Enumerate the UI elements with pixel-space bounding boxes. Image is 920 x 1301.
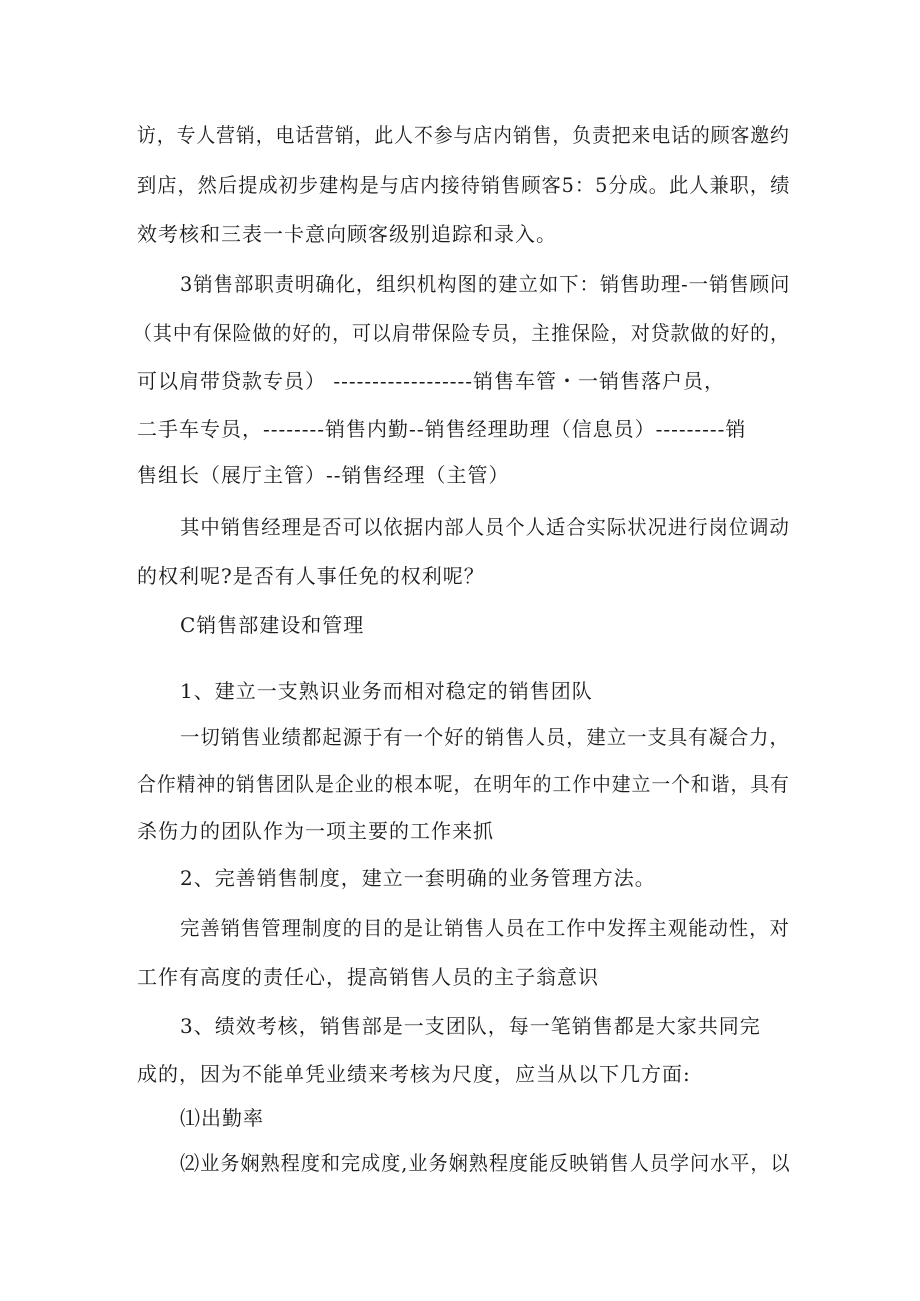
subsection-heading: 1、建立一支熟识业务而相对稳定的销售团队 — [180, 679, 593, 703]
paragraph-line: 的权利呢?是否有人事任免的权利呢？ — [137, 564, 485, 588]
paragraph-line: （其中有保险做的好的，可以肩带保险专员，主推保险，对贷款做的好的， — [133, 321, 790, 345]
paragraph-line: 工作有高度的责任心，提高销售人员的主子翁意识 — [137, 965, 599, 989]
paragraph-line: 到店，然后提成初步建构是与店内接待销售顾客5：5分成。此人兼职，绩 — [137, 173, 791, 197]
paragraph-line: 一切销售业绩都起源于有一个好的销售人员，建立一支具有凝合力， — [180, 725, 790, 749]
list-item: ⑵业务娴熟程度和完成度,业务娴熟程度能反映销售人员学问水平，以 — [180, 1151, 791, 1175]
paragraph-line: 售组长（展厅主管）--销售经理（主管） — [137, 463, 510, 487]
paragraph-line: 可以肩带贷款专员） ------------------销售车管・一销售落户员， — [137, 369, 725, 393]
paragraph-line: 完善销售管理制度的目的是让销售人员在工作中发挥主观能动性，对 — [180, 916, 790, 940]
paragraph-line: 二手车专员，--------销售内勤--销售经理助理（信息员）---------销 — [137, 417, 747, 441]
paragraph-line: 合作精神的销售团队是企业的根本呢，在明年的工作中建立一个和谐，具有 — [137, 772, 790, 796]
subsection-heading: 2、完善销售制度，建立一套明确的业务管理方法。 — [180, 866, 656, 890]
paragraph-line: 访，专人营销，电话营销，此人不参与店内销售，负责把来电话的顾客邀约 — [137, 123, 790, 147]
paragraph-line: 3销售部职责明确化，组织机构图的建立如下：销售助理-一销售顾问 — [180, 272, 791, 296]
paragraph-line: 效考核和三表一卡意向顾客级别追踪和录入。 — [137, 222, 557, 246]
subsection-heading: 3、绩效考核，销售部是一支团队，每一笔销售都是大家共同完 — [180, 1014, 761, 1038]
list-item: ⑴出勤率 — [180, 1106, 264, 1130]
section-heading: C销售部建设和管理 — [180, 613, 365, 637]
paragraph-line: 成的，因为不能单凭业绩来考核为尺度，应当从以下几方面: — [137, 1062, 691, 1086]
paragraph-line: 杀伤力的团队作为一项主要的工作来抓 — [137, 819, 494, 843]
paragraph-line: 其中销售经理是否可以依据内部人员个人适合实际状况进行岗位调动 — [180, 515, 790, 539]
